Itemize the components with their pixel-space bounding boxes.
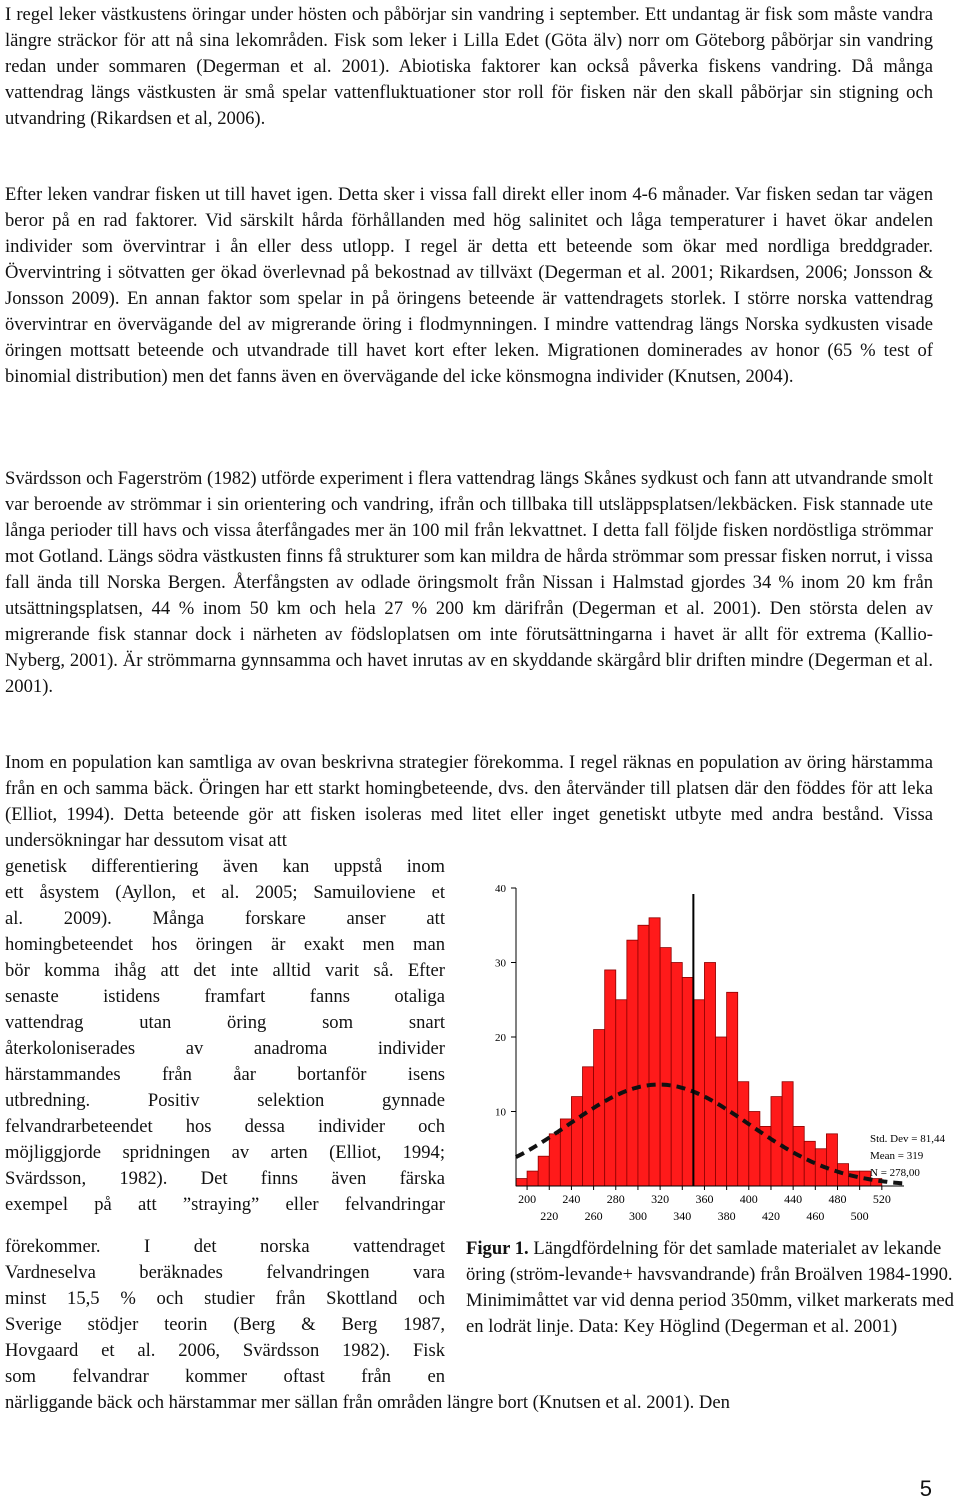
text-line: utbredning. Positiv selektion gynnade <box>5 1090 445 1111</box>
text-line: minst 15,5 % och studier från Skottland och <box>5 1288 445 1309</box>
text-line: återkoloniserades av anadroma individer <box>5 1038 445 1059</box>
histogram-bar <box>837 1164 848 1186</box>
figure-caption <box>466 1236 960 1340</box>
x-tick-label: 520 <box>872 1192 891 1206</box>
histogram-bar <box>638 925 649 1186</box>
length-histogram-figure <box>464 874 958 1226</box>
histogram-bar <box>516 1179 527 1186</box>
text-line: Hovgaard et al. 2006, Svärdsson 1982). Fisk <box>5 1340 445 1361</box>
text-line: förekommer. I det norska vattendraget <box>5 1236 445 1257</box>
summary-statistic-label: Std. Dev = 81,44 <box>870 1133 945 1145</box>
wrapped-paragraph-text-continued <box>5 1234 445 1390</box>
paragraph-4: Inom en population kan samtliga av ovan beskrivna strategier förekomma. I regel räknas en population av öring härstamma från en och samma bäck. Öringen har ett starkt homingbeteende, dvs. den återvänder till platsen där den föddes för att leka (Elliot, 1994). Detta beteende gör att fisken isoleras med litet eller inget genetiskt utbyte med andra bestånd. Vissa undersökningar har dessutom visat att <box>5 752 933 851</box>
text-line: som felvandrar kommer oftast från en <box>5 1366 445 1387</box>
histogram-bar <box>749 1112 760 1187</box>
x-tick-label: 280 <box>606 1192 625 1206</box>
histogram-bar <box>738 1082 749 1186</box>
text-line: felvandrarbeteendet hos dessa individer och <box>5 1116 445 1137</box>
paragraph-3: Svärdsson och Fagerström (1982) utförde experiment i flera vattendrag längs Skånes sydkust och fann att utvandrande smolt var beroende av strömmar i sin orientering och vandring, ifrån och tillbaka till utsläppsplatsen/lekbäcken. Fisk stannade ute långa perioder till havs och vissa återfångades mer än 100 mil från lekvattnet. I detta fall följde fisken nordöstliga strömmar mot Gotland. Längs södra västkusten finns få strukturer som kan mildra de hårda strömmar som pressar fisken norrut, i vissa fall ända till Norska Bergen. Återfångsten av odlade öringsmolt från Nissan i Halmstad gjordes 34 % inom 20 km från utsättningsplatsen, 44 % inom 50 km och hela 27 % 200 km därifrån (Degerman et al. 2001). Den största delen av migrerande fisk stannar dock i närheten av födsloplatsen om inte förutsättningarna i havet är allt för extrema (Kallio-Nyberg, 2001). Är strömmarna gynnsamma och havet inrutas av en skyddande skärgård blir driften mindre (Degerman et al. 2001). <box>5 468 933 697</box>
histogram-bar <box>760 1126 771 1186</box>
text-line: homingbeteendet hos öringen är exakt men man <box>5 934 445 955</box>
histogram-bar <box>660 948 671 1186</box>
text-line: vattendrag utan öring som snart <box>5 1012 445 1033</box>
text-line: genetisk differentiering även kan uppstå inom <box>5 856 445 877</box>
x-tick-label: 200 <box>518 1192 537 1206</box>
text-line: bör komma ihåg att det inte alltid varit så. Efter <box>5 960 445 981</box>
x-tick-label: 260 <box>584 1209 603 1223</box>
histogram-bar <box>671 963 682 1187</box>
histogram-bar <box>571 1097 582 1186</box>
page-number: 5 <box>919 1476 932 1501</box>
text-line: härstammandes från åar bortanför isens <box>5 1064 445 1085</box>
x-tick-label: 340 <box>673 1209 692 1223</box>
paragraph-2: Efter leken vandrar fisken ut till havet igen. Detta sker i vissa fall direkt eller inom 4-6 månader. Var fisken sedan tar vägen beror på en rad faktorer. Vid särskilt hårda förhållanden med hög salinitet och låga temperaturer i havet ökar andelen individer som övervintrar i ån eller dess utlopp. I regel är detta ett beteende som ökar med nordliga breddgrader. Övervintring i sötvatten ger ökad överlevnad på bekostnad av tillväxt (Degerman et al. 2001; Rikardsen, 2006; Jonsson & Jonsson 2009). En annan faktor som spelar in på öringens beteende är vattendragets storlek. I större norska vattendrag övervintrar en övervägande del av migrerande öring i flodmynningen. I mindre vattendrag längs Norska sydkusten visade öringen mottsatt beteende och utvandrade till havet kort efter leken. Migrationen dominerades av honor (65 % test of binomial distribution) men det fanns även en övervägande del icke könsmogna individer (Knutsen, 2004). <box>5 184 933 387</box>
histogram-bar <box>716 1037 727 1186</box>
summary-statistic-label: Mean = 319 <box>870 1150 924 1162</box>
text-line: al. 2009). Många forskare anser att <box>5 908 445 929</box>
text-line: ett åsystem (Ayllon, et al. 2005; Samuiloviene et <box>5 882 445 903</box>
x-tick-label: 300 <box>628 1209 647 1223</box>
text-line: Sverige stödjer teorin (Berg & Berg 1987, <box>5 1314 445 1335</box>
histogram-bar <box>704 963 715 1187</box>
text-line: exempel på att ”straying” eller felvandringar <box>5 1194 445 1215</box>
x-tick-label: 460 <box>806 1209 825 1223</box>
histogram-bar <box>649 918 660 1186</box>
x-tick-label: 500 <box>850 1209 869 1223</box>
y-tick-label: 40 <box>495 883 506 895</box>
text-line: Vardneselva beräknades felvandringen vara <box>5 1262 445 1283</box>
histogram-chart <box>464 874 958 1226</box>
x-tick-label: 240 <box>562 1192 581 1206</box>
figure-caption-text: Längdfördelning för det samlade materialet av lekande öring (ström-levande+ havsvandrande) från Broälven 1984-1990. Minimimåttet var vid denna period 350mm, vilket markerats med en lodrät linje. Data: Key Höglind (Degerman et al. 2001) <box>466 1238 954 1337</box>
paragraph-1: I regel leker västkustens öringar under hösten och påbörjar sin vandring i september. Ett undantag är fisk som måste vandra längre sträckor för att nå sina lekområden. Fisk som leker i Lilla Edet (Göta älv) norr om Göteborg påbörjar sin vandring redan under sommaren (Degerman et al. 2001). Abiotiska faktorer kan också påverka fiskens vandring. Då många vattendrag längs västkusten är små spelar vattenfluktuationer stor roll för fisken när den skall påbörjar sin stigning och utvandring (Rikardsen et al, 2006). <box>5 4 933 129</box>
histogram-bar <box>826 1134 837 1186</box>
x-tick-label: 480 <box>828 1192 847 1206</box>
x-tick-label: 400 <box>739 1192 758 1206</box>
x-tick-label: 320 <box>651 1192 670 1206</box>
y-tick-label: 20 <box>495 1032 506 1044</box>
text-line: möjliggjorde spridningen av arten (Elliot, 1994; <box>5 1142 445 1163</box>
histogram-bar <box>782 1082 793 1186</box>
y-tick-label: 10 <box>495 1106 506 1119</box>
x-tick-label: 380 <box>717 1209 736 1223</box>
x-tick-label: 440 <box>784 1192 803 1206</box>
histogram-bar <box>682 977 693 1186</box>
histogram-bar <box>583 1067 594 1186</box>
text-line: Svärdsson, 1982). Det finns även färska <box>5 1168 445 1189</box>
x-tick-label: 360 <box>695 1192 714 1206</box>
summary-statistic-label: N = 278,00 <box>870 1167 920 1179</box>
wrapped-paragraph-text <box>5 854 445 1218</box>
x-tick-label: 220 <box>540 1209 559 1223</box>
histogram-bar <box>527 1171 538 1186</box>
figure-label: Figur 1. <box>466 1238 529 1259</box>
text-line: senaste istidens framfart fanns otaliga <box>5 986 445 1007</box>
histogram-bar <box>538 1156 549 1186</box>
histogram-bar <box>627 940 638 1186</box>
histogram-bar <box>549 1134 560 1186</box>
histogram-bar <box>727 992 738 1186</box>
final-text-line: närliggande bäck och härstammar mer sällan från områden längre bort (Knutsen et al. 2001). Den <box>5 1392 730 1413</box>
y-tick-label: 30 <box>495 957 506 970</box>
x-tick-label: 420 <box>761 1209 780 1223</box>
histogram-bar <box>605 970 616 1186</box>
